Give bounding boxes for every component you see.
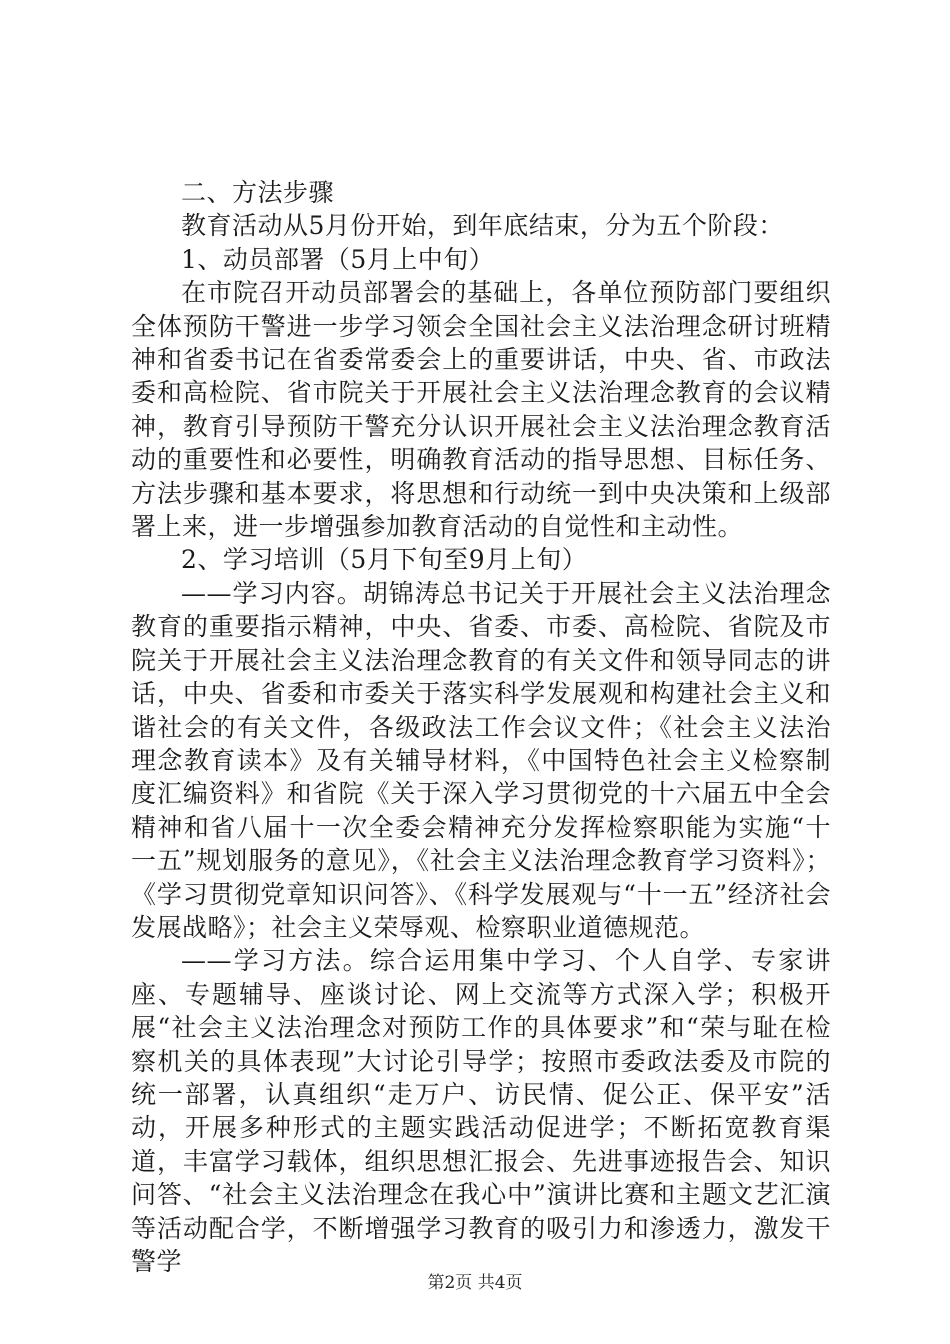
document-body [131, 176, 831, 1278]
page-footer: 第2页 共4页 [427, 1273, 523, 1293]
stage-1-paragraph: 在市院召开动员部署会的基础上，各单位预防部门要组织全体预防干警进一步学习领会全国社会主义法治理念研讨班精神和省委书记在省委常委会上的重要讲话，中央、省、市政法委和高检院、省市院关于开展社会主义法治理念教育的会议精神，教育引导预防干警充分认识开展社会主义法治理念教育活动的重要性和必要性，明确教育活动的指导思想、目标任务、方法步骤和基本要求，将思想和行动统一到中央决策和上级部署上来，进一步增强参加教育活动的自觉性和主动性。 [131, 278, 831, 542]
stage-1-heading: 1、动员部署（5月上中旬） [181, 244, 495, 274]
study-content-paragraph: ——学习内容。胡锦涛总书记关于开展社会主义法治理念教育的重要指示精神，中央、省委、市委、高检院、省院及市院关于开展社会主义法治理念教育的有关文件和领导同志的讲话，中央、省委和市委关于落实科学发展观和构建社会主义和谐社会的有关文件，各级政法工作会议文件；《社会主义法治理念教育读本》及有关辅导材料，《中国特色社会主义检察制度汇编资料》和省院《关于深入学习贯彻党的十六届五中全会精神和省八届十一次全委会精神充分发挥检察职能为实施“十一五”规划服务的意见》，《社会主义法治理念教育学习资料》；《学习贯彻党章知识问答》、《科学发展观与“十一五”经济社会发展战略》；社会主义荣辱观、检察职业道德规范。 [131, 578, 831, 942]
stage-2-heading: 2、学习培训（5月下旬至9月上旬） [181, 545, 588, 575]
study-method-paragraph: ——学习方法。综合运用集中学习、个人自学、专家讲座、专题辅导、座谈讨论、网上交流等方式深入学；积极开展“社会主义法治理念对预防工作的具体要求”和“荣与耻在检察机关的具体表现”大讨论引导学；按照市委政法委及市院的统一部署，认真组织“走万户、访民情、促公正、保平安”活动，开展多种形式的主题实践活动促进学；不断拓宽教育渠道，丰富学习载体，组织思想汇报会、先进事迹报告会、知识问答、“社会主义法治理念在我心中”演讲比赛和主题文艺汇演等活动配合学，不断增强学习教育的吸引力和渗透力，激发干警学 [131, 946, 831, 1276]
intro-paragraph: 教育活动从5月份开始，到年底结束，分为五个阶段： [181, 211, 784, 241]
section-heading: 二、方法步骤 [181, 178, 335, 207]
